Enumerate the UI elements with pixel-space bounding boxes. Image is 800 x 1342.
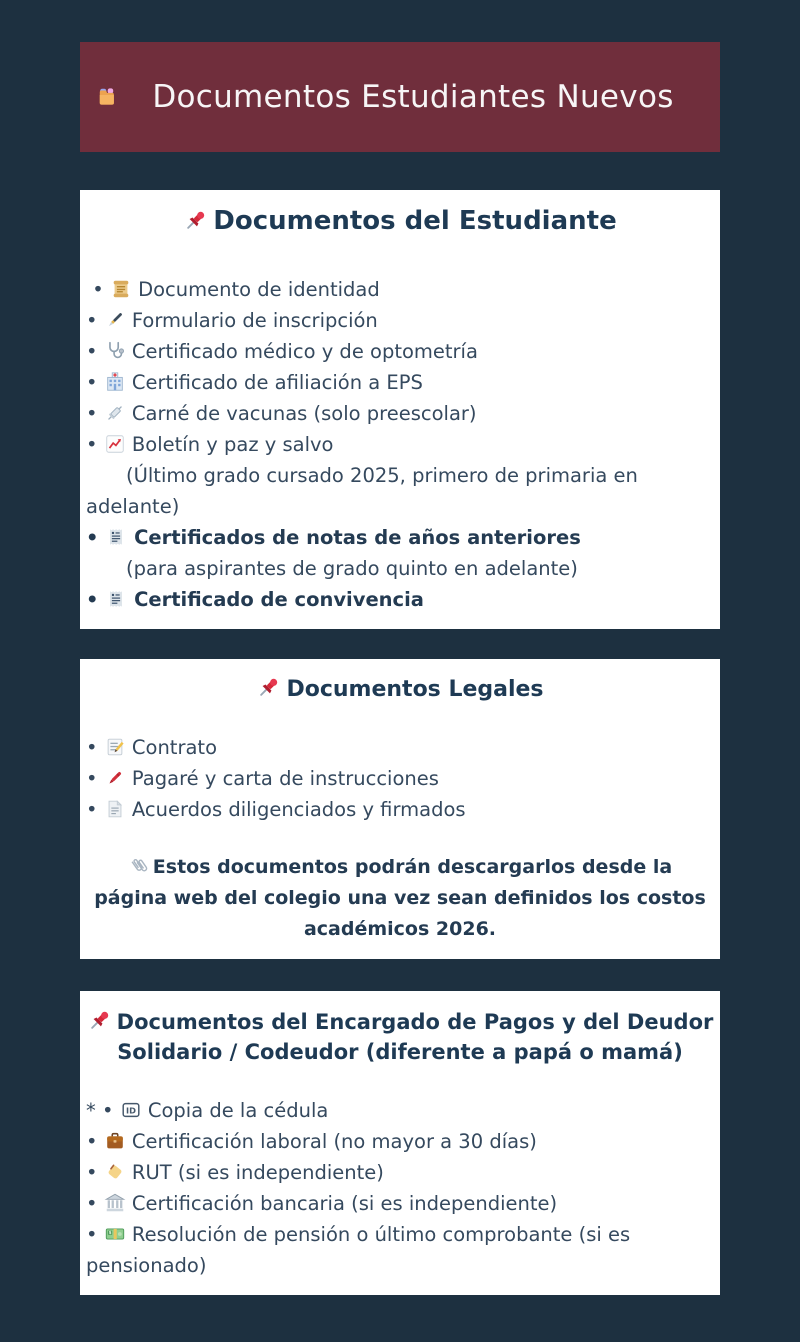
card-payer-codebtor-documents [80, 991, 720, 1295]
list-item [86, 1219, 714, 1281]
bullet: • [86, 798, 104, 821]
list-item [86, 1157, 714, 1188]
item-text: Certificados de notas de años anteriores [134, 526, 581, 549]
bullet: • [86, 402, 104, 425]
list-item [86, 553, 714, 584]
card-title-text: Documentos Legales [286, 677, 544, 702]
page [0, 42, 800, 1295]
item-text: Copia de la cédula [147, 1099, 329, 1122]
pushpin-icon [87, 1007, 117, 1037]
list-item [86, 584, 714, 615]
item-text: RUT (si es independiente) [131, 1161, 384, 1184]
syringe-icon [104, 398, 126, 429]
list-item [86, 1126, 714, 1157]
label-tag-icon [104, 1157, 126, 1188]
list-item [86, 460, 714, 522]
list-item [86, 367, 714, 398]
list-item [86, 522, 714, 553]
page-icon [104, 794, 126, 825]
card-title [86, 206, 714, 236]
money-icon [104, 1219, 126, 1250]
item-text: Boletín y paz y salvo [131, 433, 334, 456]
item-text: Carné de vacunas (solo preescolar) [131, 402, 477, 425]
list-item [86, 398, 714, 429]
card-title-text: Documentos del Encargado de Pagos y del Deudor Solidario / Codeudor (diferente a papá o mamá) [116, 1010, 714, 1064]
pushpin-icon [183, 206, 213, 236]
card-legal-documents [80, 659, 720, 959]
list-item [86, 732, 714, 763]
bullet: • [86, 433, 104, 456]
download-note-text: Estos documentos podrán descargarlos desde la página web del colegio una vez sean definidos los costos académicos 2026. [94, 856, 706, 940]
chart-up-icon [104, 429, 126, 460]
bullet: • [86, 588, 106, 611]
item-text: Pagaré y carta de instrucciones [131, 767, 439, 790]
bullet: • [86, 1192, 104, 1215]
item-text: Resolución de pensión o último comprobante (si es pensionado) [86, 1223, 631, 1277]
download-note [94, 852, 706, 945]
bullet: • [86, 526, 106, 549]
briefcase-icon [104, 1126, 126, 1157]
pushpin-icon [256, 675, 286, 702]
list-item [86, 336, 714, 367]
item-text: Formulario de inscripción [131, 309, 378, 332]
bullet: • [86, 309, 104, 332]
bullet: • [86, 1161, 104, 1184]
item-text: Certificación bancaria (si es independiente) [131, 1192, 558, 1215]
bullet: • [86, 1130, 104, 1153]
crayon-icon [104, 763, 126, 794]
memo-icon [104, 732, 126, 763]
hospital-icon [104, 367, 126, 398]
svg-text:ID: ID [125, 1105, 136, 1116]
bank-icon [104, 1188, 126, 1219]
stethoscope-icon [104, 336, 126, 367]
item-text: Certificación laboral (no mayor a 30 días) [131, 1130, 537, 1153]
card-title [86, 675, 714, 702]
bullet: • [86, 371, 104, 394]
item-text: Certificado médico y de optometría [131, 340, 478, 363]
svg-text:$: $ [108, 1230, 112, 1236]
list-item [86, 274, 714, 305]
bullet: • [86, 736, 104, 759]
receipt-icon [105, 522, 127, 553]
id-button-icon [120, 1095, 142, 1126]
document-list [86, 274, 714, 615]
bullet: * • [86, 1099, 120, 1122]
pen-icon [104, 305, 126, 336]
receipt-icon [105, 584, 127, 615]
item-text: Contrato [131, 736, 217, 759]
scroll-icon [110, 274, 132, 305]
card-title [86, 1007, 714, 1067]
list-item [86, 305, 714, 336]
item-text: Certificado de afiliación a EPS [131, 371, 423, 394]
item-text: (Último grado cursado 2025, primero de primaria en adelante) [86, 464, 638, 518]
bullet: • [86, 1223, 104, 1246]
list-item [86, 794, 714, 825]
list-item [86, 763, 714, 794]
list-item [86, 429, 714, 460]
page-title: Documentos Estudiantes Nuevos [152, 79, 674, 115]
item-text: Certificado de convivencia [134, 588, 424, 611]
card-student-documents [80, 190, 720, 629]
paperclips-icon [128, 852, 153, 883]
document-list [86, 1095, 714, 1281]
folder-icon [96, 86, 118, 108]
item-text: Documento de identidad [138, 278, 380, 301]
bullet: • [86, 340, 104, 363]
item-text: (para aspirantes de grado quinto en adelante) [126, 557, 578, 580]
card-title-text: Documentos del Estudiante [213, 206, 617, 236]
list-item [86, 1095, 714, 1126]
list-item [86, 1188, 714, 1219]
bullet: • [86, 767, 104, 790]
bullet: • [86, 278, 110, 301]
item-text: Acuerdos diligenciados y firmados [131, 798, 466, 821]
header-banner [80, 42, 720, 152]
document-list [86, 732, 714, 825]
